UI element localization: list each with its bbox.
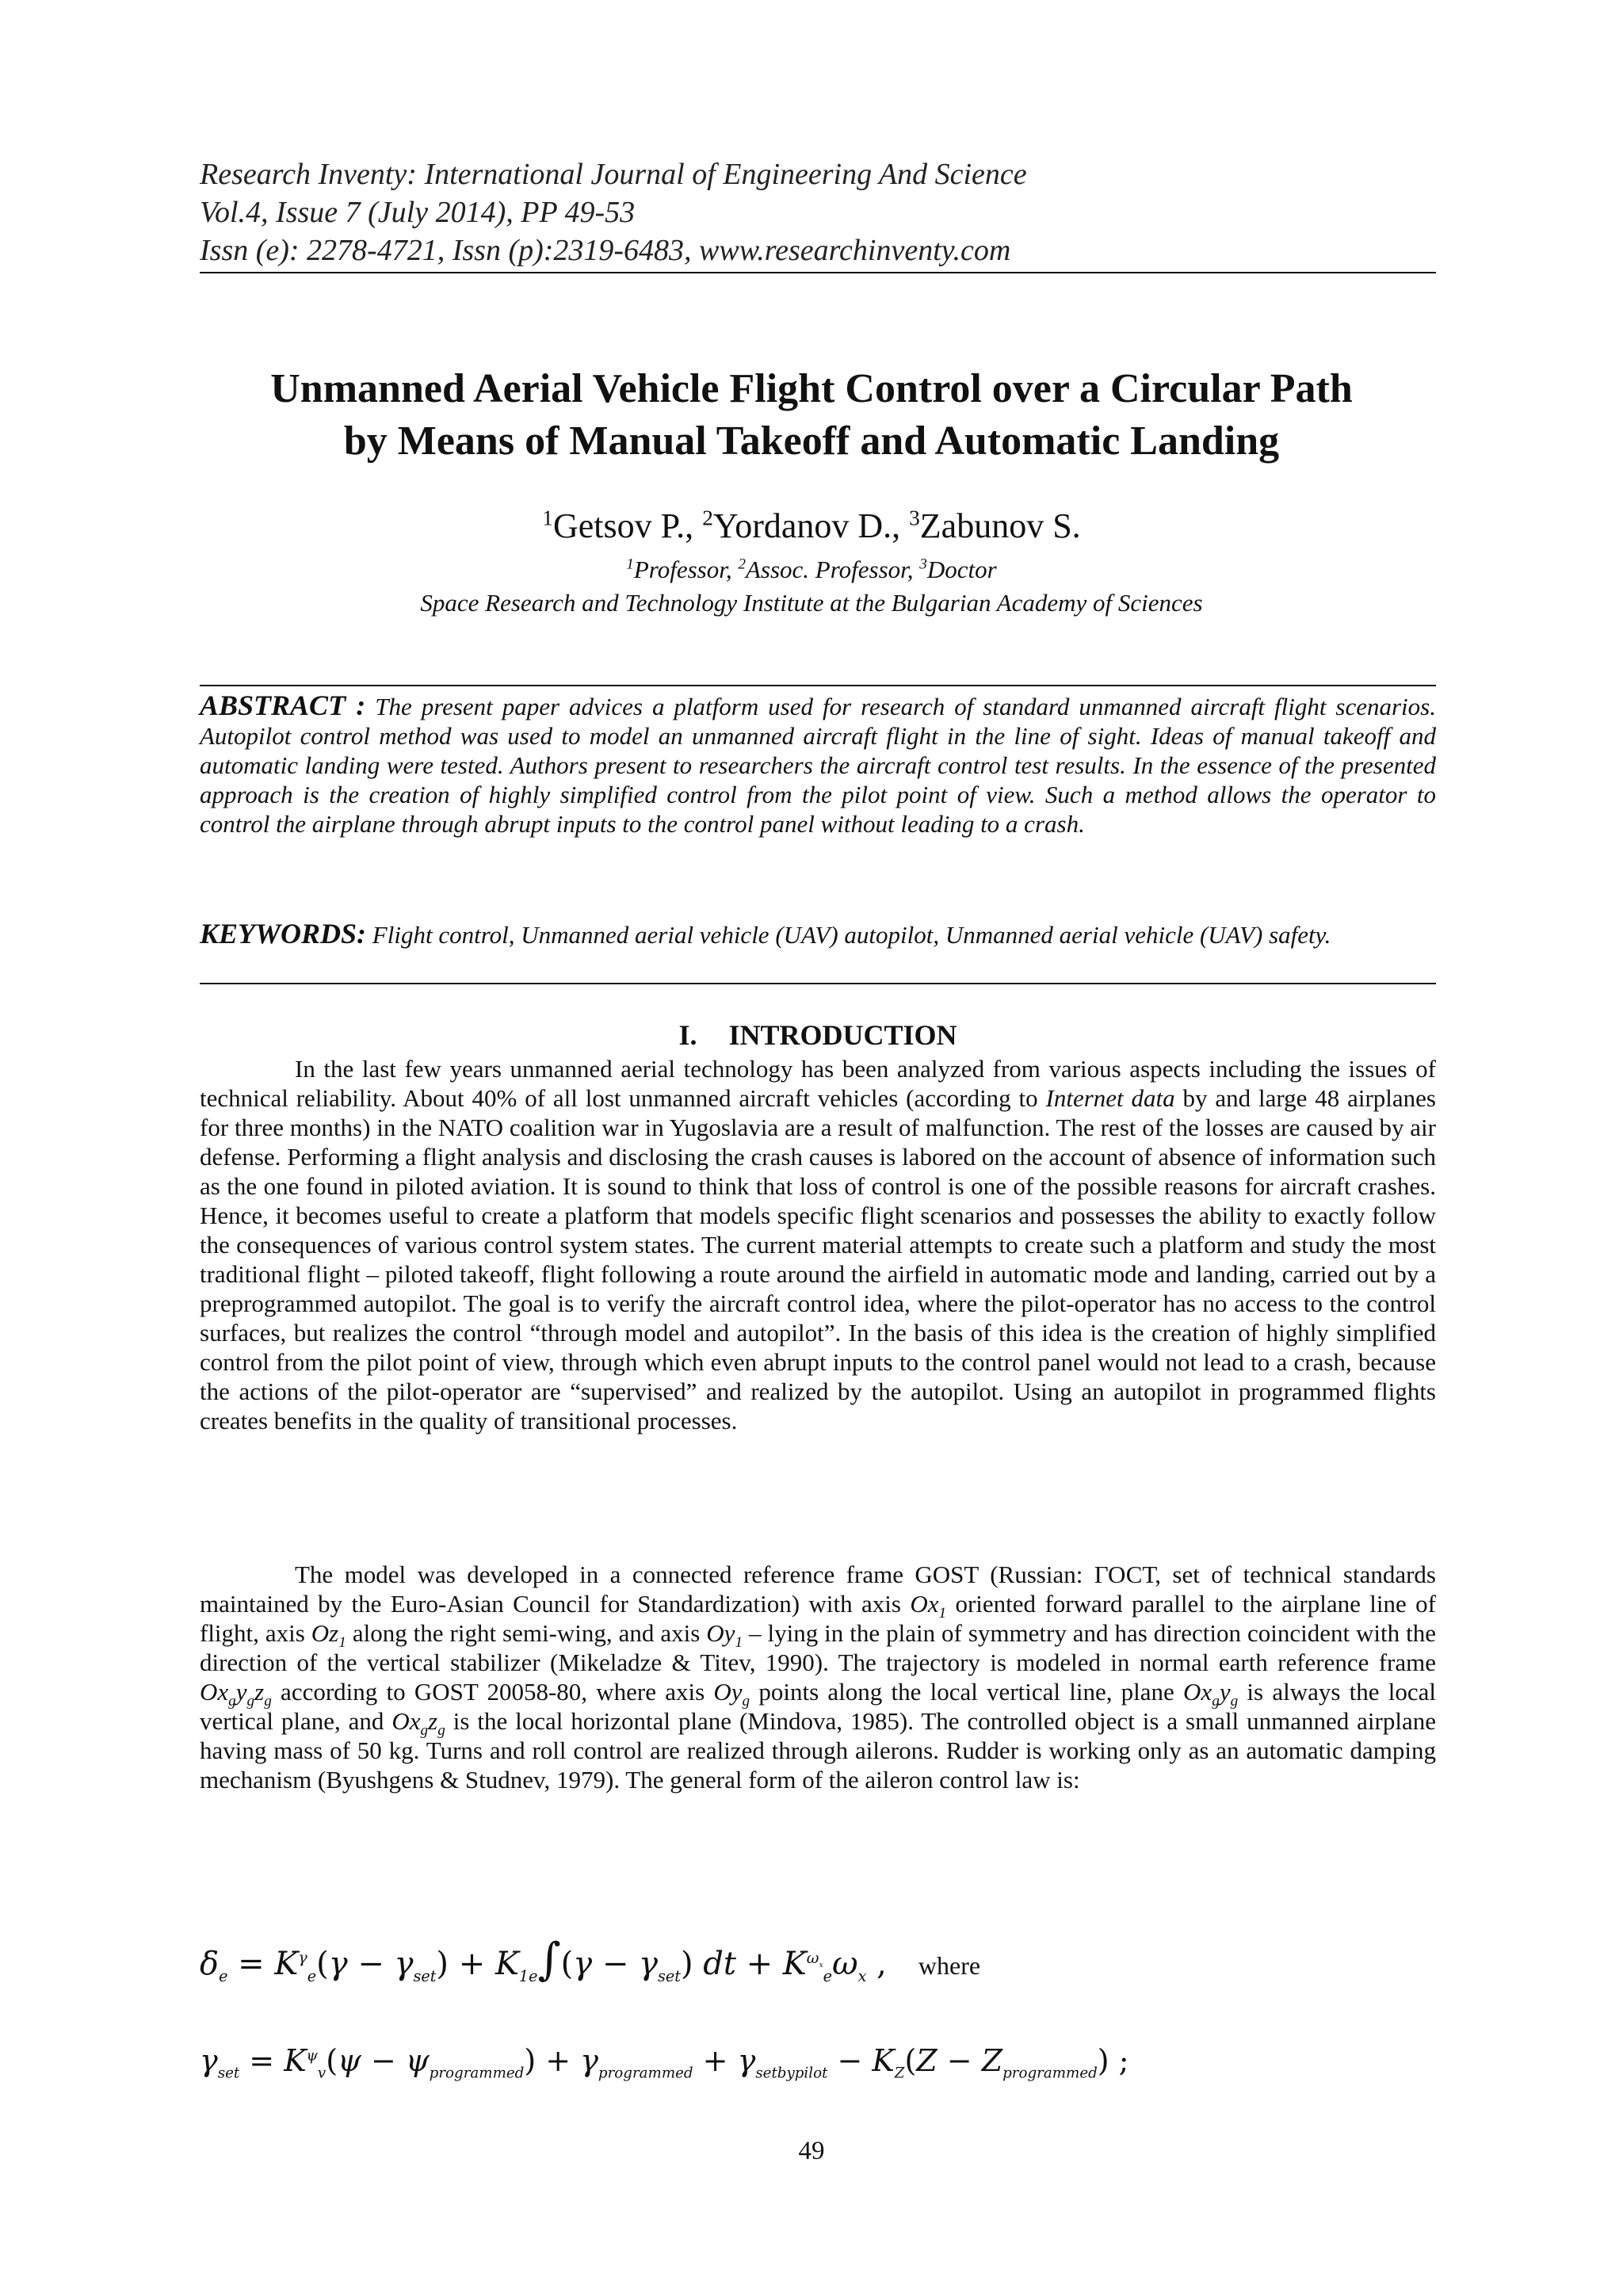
title-line-2: by Means of Manual Takeoff and Automatic Landing: [343, 418, 1280, 464]
journal-issn: Issn (e): 2278-4721, Issn (p):2319-6483, www.researchinventy.com: [200, 234, 1011, 267]
keywords-bottom-rule: [200, 983, 1436, 984]
author-roles: $^1$Professor, $^2$Assoc. Professor, $^3$Doctor: [626, 556, 997, 583]
section-number: I.: [678, 1019, 697, 1051]
page-number: 49: [798, 2137, 825, 2165]
author-1: Getsov P.,: [552, 506, 703, 545]
abstract-label: ABSTRACT :: [200, 690, 366, 721]
paper-title: [158, 363, 1465, 468]
journal-name: Research Inventy: International Journal of Engineering And Science: [200, 158, 1027, 191]
section-title: INTRODUCTION: [728, 1019, 957, 1051]
model-paragraph: The model was developed in a connected reference frame GOST (Russian: ГОСТ, set of technical standards maintained by the Euro-Asian Council for Standardization) with axis $Ox_1$ oriented forward parallel to the airplane line of flight, axis $Oz_1$ along the right semi-wing, and axis $Oy_1$ – lying in the plain of symmetry and has direction coincident with the direction of the vertical stabilizer (Mikeladze & Titev, 1990). The trajectory is modeled in normal earth reference frame $Ox_gy_gz_g$ according to GOST 20058-80, where axis $Oy_g$ points along the local vertical line, plane $Ox_gy_g$ is always the local vertical plane, and $Ox_gz_g$ is the local horizontal plane (Mindova, 1985). The controlled object is a small unmanned airplane having mass of 50 kg. Turns and roll control are realized through ailerons. Rudder is working only as an automatic damping mechanism (Byushgens & Studnev, 1979). The general form of the aileron control law is:: [200, 1561, 1436, 1794]
header-rule: [200, 272, 1436, 273]
section-heading: [200, 1018, 1436, 1052]
abstract-text: The present paper advices a platform used for research of standard unmanned aircraft flight scenarios. Autopilot control method was used to model an unmanned aircraft flight in the line of sight. Ideas of manual takeoff and automatic landing were tested. Authors present to researchers the aircraft control test results. In the essence of the presented approach is the creation of highly simplified control from the pilot point of view. Such a method allows the operator to control the airplane through abrupt inputs to the control panel without leading to a crash.: [200, 693, 1436, 838]
gamma-set-equation: $\gamma_{set} = K^\psi_v(\psi - \psi_{programmed}) + \gamma_{programmed} + \gamma_{setbypilot} - K_Z(Z - Z_{programmed})$ ;: [200, 2043, 1129, 2082]
keywords: [200, 919, 1436, 949]
abstract-top-rule: [200, 685, 1436, 686]
abstract: [200, 691, 1436, 839]
aileron-control-law-equation: $\delta_e = K^\gamma_e(\gamma - \gamma_{set}) + K_{1e}\int(\gamma - \gamma_{set})$ dt + $K^{\omega_x}_e\omega_x$ , where: [200, 1934, 981, 1985]
title-line-1: Unmanned Aerial Vehicle Flight Control over a Circular Path: [270, 366, 1353, 411]
equation-where-label: where: [918, 1951, 981, 1980]
author-3: Zabunov S.: [919, 506, 1081, 545]
author-list: $^1$Getsov P., $^2$Yordanov D., $^3$Zabunov S.: [542, 506, 1081, 545]
author-institution: Space Research and Technology Institute at the Bulgarian Academy of Sciences: [420, 589, 1203, 617]
intro-paragraph: In the last few years unmanned aerial technology has been analyzed from various aspects including the issues of technical reliability. About 40% of all lost unmanned aircraft vehicles (according to Internet data by and large 48 airplanes for three months) in the NATO coalition war in Yugoslavia are a result of malfunction. The rest of the losses are caused by air defense. Performing a flight analysis and disclosing the crash causes is labored on the account of absence of information such as the one found in piloted aviation. It is sound to think that loss of control is one of the possible reasons for aircraft crashes. Hence, it becomes useful to create a platform that models specific flight scenarios and possesses the ability to exactly follow the consequences of various control system states. The current material attempts to create such a platform and study the most traditional flight – piloted takeoff, flight following a route around the airfield in automatic mode and landing, carried out by a preprogrammed autopilot. The goal is to verify the aircraft control idea, where the pilot-operator has no access to the control surfaces, but realizes the control “through model and autopilot”. In the basis of this idea is the creation of highly simplified control from the pilot point of view, through which even abrupt inputs to the control panel would not lead to a crash, because the actions of the pilot-operator are “supervised” and realized by the autopilot. Using an autopilot in programmed flights creates benefits in the quality of transitional processes.: [200, 1055, 1436, 1435]
keywords-text: Flight control, Unmanned aerial vehicle (UAV) autopilot, Unmanned aerial vehicle (UAV) safety.: [366, 921, 1331, 949]
author-2: Yordanov D.,: [712, 506, 910, 545]
journal-volume: Vol.4, Issue 7 (July 2014), PP 49-53: [200, 196, 636, 229]
keywords-label: KEYWORDS:: [200, 918, 367, 949]
